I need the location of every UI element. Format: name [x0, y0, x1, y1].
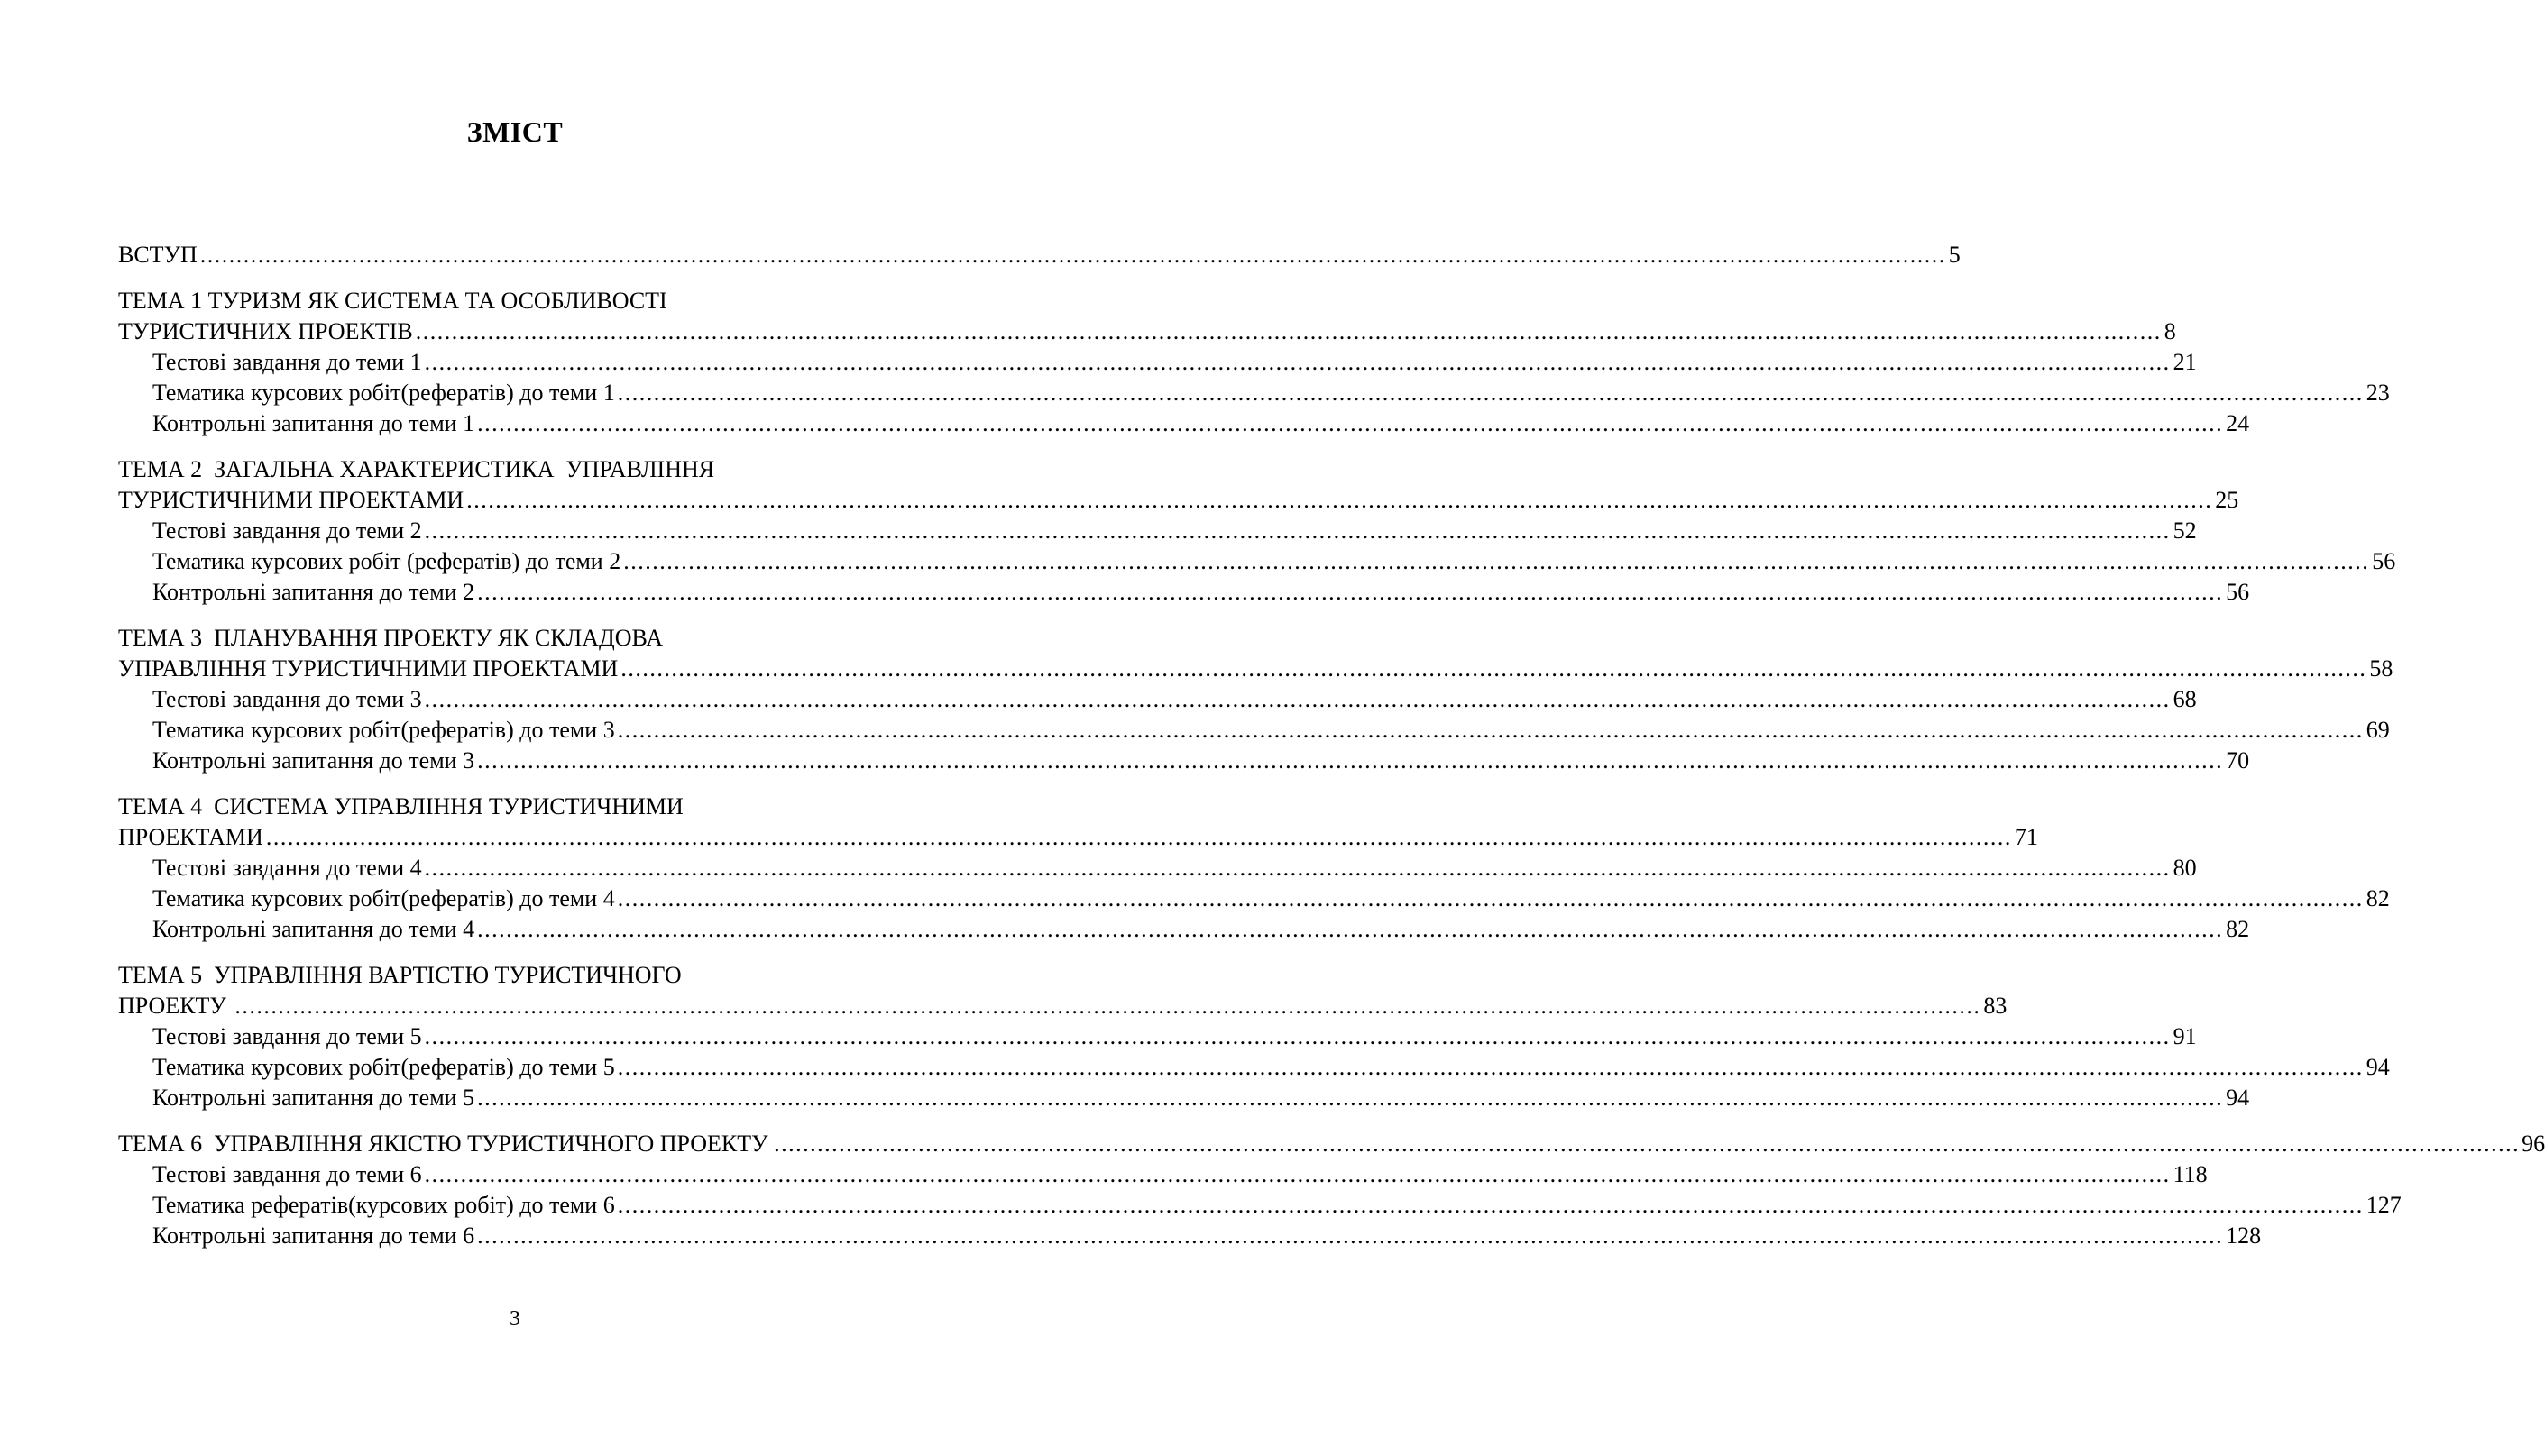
- toc-page-number: 24: [2226, 410, 2250, 436]
- toc-subentry-questions-3[interactable]: Контрольні запитання до теми 3 ..... 70: [118, 746, 912, 776]
- dot-leader: [618, 378, 2364, 408]
- dot-leader: [477, 746, 2223, 776]
- toc-subentry-tests-1[interactable]: Тестові завдання до теми 1 ..... 21: [118, 347, 912, 378]
- dot-leader: [416, 316, 2162, 347]
- dot-leader: [477, 1083, 2223, 1113]
- dot-leader: [774, 1129, 2520, 1159]
- dot-leader: [200, 240, 1946, 270]
- toc-entry-intro[interactable]: [118, 240, 1961, 270]
- toc-page-number: 118: [2173, 1161, 2208, 1187]
- toc-page-number: 83: [1983, 993, 2008, 1019]
- toc-subentry-questions-6[interactable]: Контрольні запитання до теми 6 ..... 128: [118, 1221, 912, 1251]
- toc-theme-2-title-line2[interactable]: ТУРИСТИЧНИМИ ПРОЕКТАМИ ..... 25: [118, 485, 912, 516]
- toc-subentry-topics-4[interactable]: Тематика курсових робіт(рефератів) до теми 4 ..... 82: [118, 884, 912, 914]
- dot-leader: [620, 654, 2366, 684]
- toc-subentry-tests-5[interactable]: Тестові завдання до теми 5 ..... 91: [118, 1021, 912, 1052]
- toc-subentry-questions-1[interactable]: Контрольні запитання до теми 1 ..... 24: [118, 408, 912, 439]
- toc-subentry-tests-6[interactable]: Тестові завдання до теми 6 ..... 118: [118, 1159, 912, 1190]
- dot-leader: [425, 347, 2171, 378]
- page-number: 3: [510, 1307, 520, 1331]
- dot-leader: [425, 1021, 2171, 1052]
- toc-subentry-topics-5[interactable]: Тематика курсових робіт(рефератів) до теми 5 ..... 94: [118, 1052, 912, 1083]
- toc-subentry-topics-3[interactable]: Тематика курсових робіт(рефератів) до теми 3 ..... 69: [118, 715, 912, 746]
- toc-subentry-questions-5[interactable]: Контрольні запитання до теми 5 ..... 94: [118, 1083, 912, 1113]
- toc-page-number: 96: [2522, 1131, 2545, 1157]
- toc-theme-1-title-line1[interactable]: ТЕМА 1 ТУРИЗМ ЯК СИСТЕМА ТА ОСОБЛИВОСТІ: [118, 288, 667, 314]
- toc-subentry-tests-2[interactable]: Тестові завдання до теми 2 ..... 52: [118, 516, 912, 546]
- toc-page-number: 58: [2369, 655, 2393, 682]
- dot-leader: [618, 1052, 2364, 1083]
- dot-leader: [234, 991, 1980, 1021]
- toc-page-number: 71: [2014, 824, 2038, 850]
- toc-page-number: 21: [2173, 349, 2197, 375]
- dot-leader: [618, 1190, 2364, 1221]
- toc-page-number: 80: [2173, 855, 2197, 881]
- toc-page-number: 56: [2226, 579, 2250, 605]
- dot-leader: [425, 684, 2171, 715]
- toc-theme-1-title-line2[interactable]: ТУРИСТИЧНИХ ПРОЕКТІВ ..... 8: [118, 316, 912, 347]
- toc-entry-label: ВСТУП: [118, 242, 198, 268]
- dot-leader: [477, 577, 2223, 608]
- toc-theme-3-title-line2[interactable]: УПРАВЛІННЯ ТУРИСТИЧНИМИ ПРОЕКТАМИ ..... 58: [118, 654, 912, 684]
- dot-leader: [425, 853, 2171, 884]
- toc-page-number: 94: [2226, 1085, 2250, 1111]
- toc-page-number: 91: [2173, 1023, 2197, 1049]
- toc-page-number: 94: [2366, 1054, 2390, 1080]
- toc-page-number: 25: [2215, 487, 2239, 513]
- toc-page-number: 127: [2366, 1192, 2402, 1218]
- dot-leader: [618, 884, 2364, 914]
- dot-leader: [477, 408, 2223, 439]
- toc-theme-4-title-line1[interactable]: ТЕМА 4 СИСТЕМА УПРАВЛІННЯ ТУРИСТИЧНИМИ: [118, 793, 684, 820]
- dot-leader: [623, 546, 2369, 577]
- toc-page-number: 8: [2164, 318, 2176, 344]
- toc-page-number: 5: [1948, 242, 1961, 268]
- page-title: ЗМІСТ: [466, 115, 564, 148]
- toc-page-number: 68: [2173, 686, 2197, 712]
- toc-page-number: 70: [2226, 747, 2250, 774]
- toc-page-number: 69: [2366, 717, 2390, 743]
- toc-subentry-topics-1[interactable]: Тематика курсових робіт(рефератів) до теми 1 ..... 23: [118, 378, 912, 408]
- toc-theme-3-title-line1[interactable]: ТЕМА 3 ПЛАНУВАННЯ ПРОЕКТУ ЯК СКЛАДОВА: [118, 625, 664, 651]
- dot-leader: [618, 715, 2364, 746]
- toc-page-number: 52: [2173, 517, 2197, 544]
- toc-page-number: 82: [2366, 885, 2390, 911]
- dot-leader: [425, 516, 2171, 546]
- toc-theme-6-title[interactable]: ТЕМА 6 УПРАВЛІННЯ ЯКІСТЮ ТУРИСТИЧНОГО ПРОЕКТУ ..... 96: [118, 1129, 912, 1159]
- dot-leader: [425, 1159, 2171, 1190]
- toc-theme-5-title-line2[interactable]: ПРОЕКТУ ..... 83: [118, 991, 912, 1021]
- toc-page-number: 23: [2366, 380, 2390, 406]
- toc-page-number: 82: [2226, 916, 2250, 942]
- toc-subentry-tests-3[interactable]: Тестові завдання до теми 3 ..... 68: [118, 684, 912, 715]
- dot-leader: [266, 822, 2012, 853]
- toc-subentry-questions-4[interactable]: Контрольні запитання до теми 4 ..... 82: [118, 914, 912, 945]
- toc-subentry-tests-4[interactable]: Тестові завдання до теми 4 ..... 80: [118, 853, 912, 884]
- toc-page-number: 56: [2372, 548, 2396, 574]
- toc-page-number: 128: [2226, 1222, 2262, 1249]
- toc-theme-5-title-line1[interactable]: ТЕМА 5 УПРАВЛІННЯ ВАРТІСТЮ ТУРИСТИЧНОГО: [118, 962, 682, 988]
- toc-subentry-topics-2[interactable]: Тематика курсових робіт (рефератів) до теми 2 ..... 56: [118, 546, 912, 577]
- dot-leader: [466, 485, 2212, 516]
- toc-theme-4-title-line2[interactable]: ПРОЕКТАМИ ..... 71: [118, 822, 912, 853]
- toc-theme-2-title-line1[interactable]: ТЕМА 2 ЗАГАЛЬНА ХАРАКТЕРИСТИКА УПРАВЛІННЯ: [118, 456, 715, 482]
- dot-leader: [477, 914, 2223, 945]
- dot-leader: [477, 1221, 2223, 1251]
- table-of-contents: [118, 240, 2545, 1251]
- toc-subentry-topics-6[interactable]: Тематика рефератів(курсових робіт) до теми 6 ..... 127: [118, 1190, 912, 1221]
- toc-subentry-questions-2[interactable]: Контрольні запитання до теми 2 ..... 56: [118, 577, 912, 608]
